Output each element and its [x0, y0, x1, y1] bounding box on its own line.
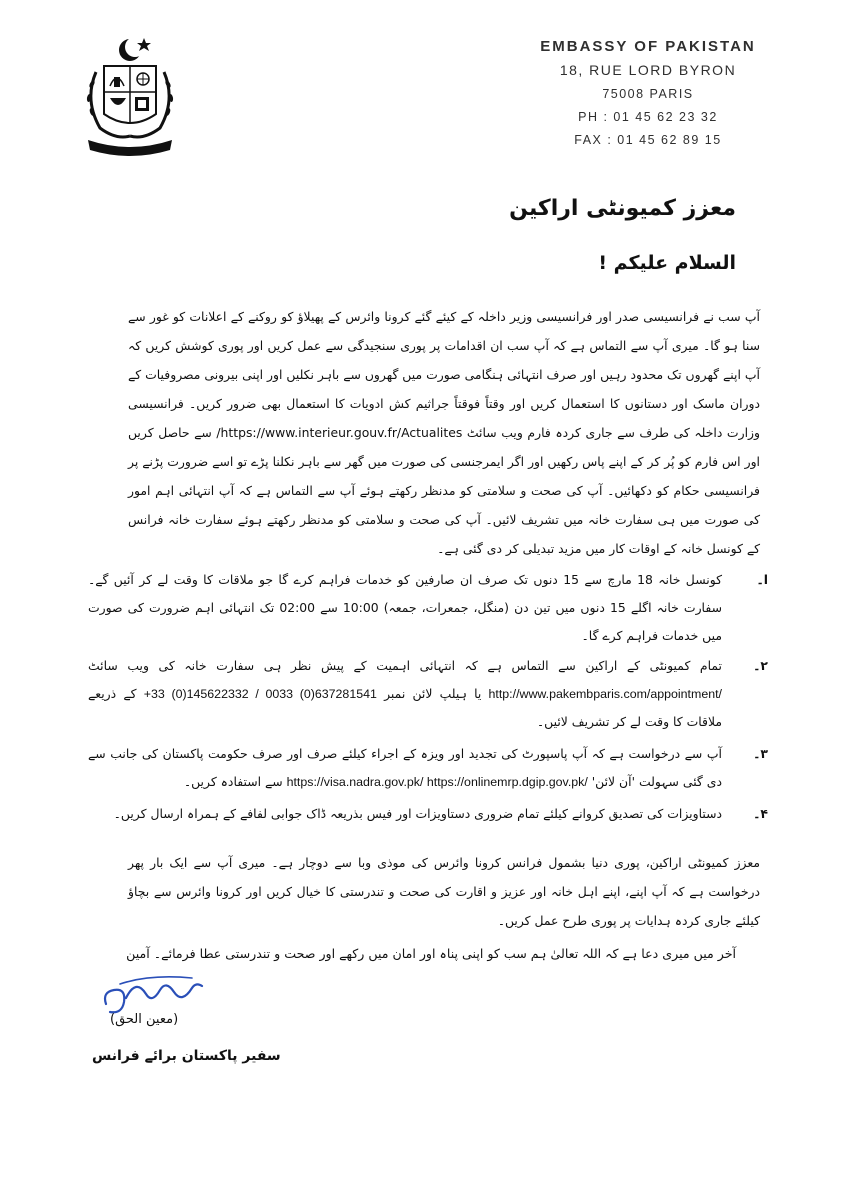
letterhead [518, 38, 778, 156]
postal-city: 75008 PARIS [602, 87, 694, 101]
online-service-urls: https://visa.nadra.gov.pk/ https://onlinemrp.dgip.gov.pk/ [286, 775, 588, 789]
fax-number: FAX : 01 45 62 89 15 [574, 133, 722, 147]
intro-paragraph: آپ سب نے فرانسیسی صدر اور فرانسیسی وزیر داخلہ کے کیئے گئے کرونا وائرس کے پھیلاؤ کو روکنے کے اعلانات کو غور سے سنا ہو گا۔ میری آپ سے التماس ہے کہ آپ سب ان اقدامات پر پوری سنجیدگی سے عمل کریں اور پوری کوشش کریں کہ آپ اپنے گھروں تک محدود رہیں اور صرف انتہائی ہنگامی صورت میں گھروں سے باہر نکلیں اور اپنی بیرونی مصروفیات کے دوران ماسک اور دستانوں کا استعمال کریں اور وقتاً فوقتاً جراثیم کش ادویات کا استعمال بھی ضرور کریں۔ فرانسیسی وزارت داخلہ کی طرف سے جاری کردہ فارم ویب سائٹ https://www.interieur.gouv.fr/Actualites/ سے حاصل کریں اور اس فارم کو پُر کر کے اپنے پاس رکھیں اور اگر ایمرجنسی کی صورت میں گھر سے باہر نکلنا پڑے تو اسے ضرورت پڑنے پر فرانسیسی حکام کو دکھائیں۔ آپ کی صحت و سلامتی کو مدنظر رکھتے ہوئے آپ سے التماس ہے کہ آپ انتہائی اہم امور کی صورت میں ہی سفارت خانہ میں تشریف لائیں۔ آپ کی صحت و سلامتی کو مدنظر رکھتے ہوئے سفارت خانہ فرانس کے کونسل خانہ کے اوقات کار میں مزید تبدیلی کر دی گئی ہے۔ [128, 309, 760, 556]
list-item-text: کونسل خانہ 18 مارچ سے 15 دنوں تک صرف ان صارفین کو خدمات فراہم کرے گا جو ملاقات کا وقت لے کر آئیں گے۔ سفارت خانہ اگلے 15 دنوں میں تین دن (منگل، جمعرات، جمعہ) 10:00 سے 02:00 تک انتہائی اہم ضرورت کی صورت میں خدمات فراہم کرے گا۔ [88, 572, 722, 643]
list-item [88, 652, 768, 736]
embassy-name: EMBASSY OF PAKISTAN [540, 38, 756, 55]
list-item [88, 800, 768, 828]
list-item-text: دستاویزات کی تصدیق کروانے کیلئے تمام ضروری دستاویزات اور فیس بذریعہ ڈاک جوابی لفافے کے ہمراہ ارسال کریں۔ [113, 806, 722, 821]
appointment-text-after: کے ذریعے ملاقات کا وقت لے کر تشریف لائیں۔ [88, 686, 722, 729]
passport-text-after: سے استفادہ کریں۔ [183, 774, 283, 789]
closing-paragraph: معزز کمیونٹی اراکین، پوری دنیا بشمول فرانس کرونا وائرس کی موذی وبا سے دوچار ہے۔ میری آپ سے ایک بار پھر درخواست ہے کہ آپ اپنے، اپنے اہل خانہ اور عزیز و اقارت کی صحت و تندرستی کا خیال کریں اور کرونا وائرس سے بچاؤ کیلئے جاری کردہ ہدایات پر پوری طرح عمل کریں۔ [128, 855, 760, 928]
passport-text-before: آپ سے درخواست ہے کہ آپ پاسپورٹ کی تجدید اور ویزہ کے اجراء کیلئے صرف اور صرف حکومت پاکستان کی جانب سے دی گئی سہولت 'آن لائن' [88, 746, 722, 789]
list-item-text [88, 740, 722, 796]
state-emblem-icon [70, 36, 188, 160]
salutation-heading: معزز کمیونٹی اراکین [509, 196, 736, 221]
appointment-text-middle: یا ہیلپ لائن نمبر [384, 686, 482, 701]
list-item [88, 740, 768, 796]
appointment-url: http://www.pakembparis.com/appointment/ [488, 687, 722, 701]
street-address: 18, RUE LORD BYRON [559, 62, 737, 78]
list-item-number: ۴۔ [753, 806, 768, 821]
instructions-list [88, 566, 768, 832]
signatory-name: (معین الحق) [110, 1012, 179, 1027]
closing-prayer: آخر میں میری دعا ہے کہ اللہ تعالیٰ ہم سب کو اپنی پناہ اور امان میں رکھے اور صحت و تندرستی عطا فرمائے۔ آمین [126, 946, 736, 961]
list-item-text [88, 652, 722, 736]
appointment-text-before: تمام کمیونٹی کے اراکین سے التماس ہے کہ انتہائی اہمیت کے پیش نظر ہی سفارت خانہ کی ویب سائٹ [88, 658, 722, 673]
phone-number: PH : 01 45 62 23 32 [578, 110, 718, 124]
signatory-designation: سفیر پاکستان برائے فرانس [92, 1048, 281, 1064]
list-item-number: ۳۔ [753, 746, 768, 761]
list-item-number: ۲۔ [753, 658, 768, 673]
helpline-numbers: +33 (0)145622332 / 0033 (0)637281541 [143, 687, 377, 701]
greeting: السلام علیکم ! [598, 252, 736, 274]
list-item-number: ا۔ [756, 572, 768, 587]
list-item [88, 566, 768, 650]
